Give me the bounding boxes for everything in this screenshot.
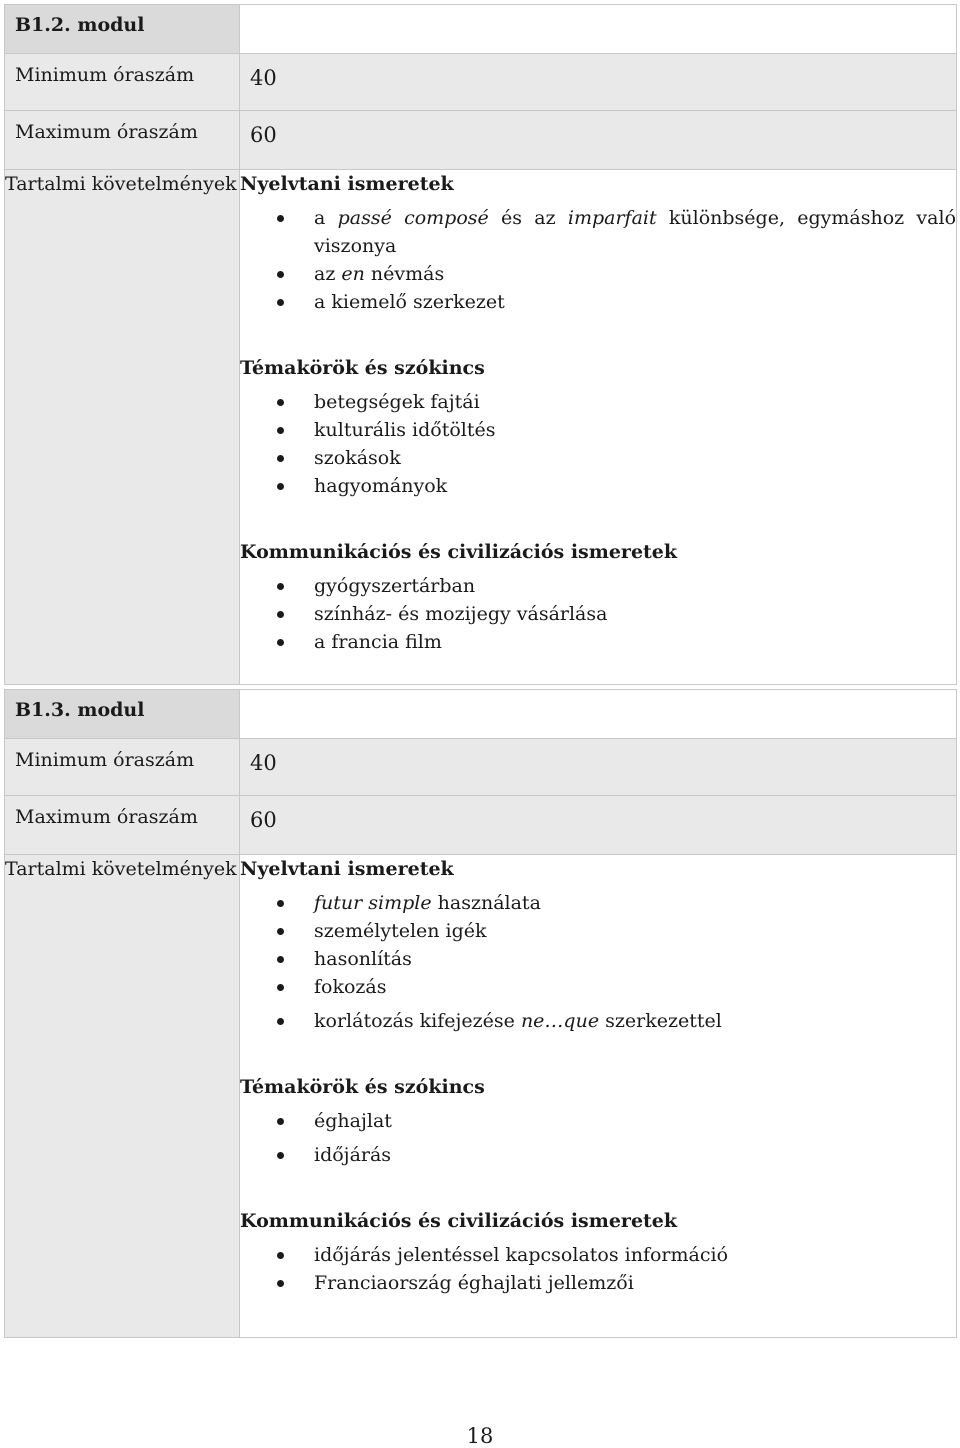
list-item: szokások bbox=[314, 444, 956, 472]
item-text: névmás bbox=[364, 263, 445, 285]
module-title-empty-cell bbox=[240, 5, 957, 54]
max-hours-label: Maximum óraszám bbox=[5, 796, 240, 855]
list-item bbox=[314, 889, 956, 917]
module-table-b1-3 bbox=[4, 689, 957, 1338]
list-item: a francia film bbox=[314, 628, 956, 656]
min-hours-label: Minimum óraszám bbox=[5, 54, 240, 111]
list-item: Franciaország éghajlati jellemzői bbox=[314, 1269, 956, 1297]
grammar-list bbox=[240, 204, 956, 316]
content-requirements bbox=[240, 855, 957, 1338]
module-title-empty-cell bbox=[240, 690, 957, 739]
min-hours-value: 40 bbox=[240, 54, 957, 111]
max-hours-value: 60 bbox=[240, 111, 957, 170]
list-item: időjárás jelentéssel kapcsolatos információ bbox=[314, 1241, 956, 1269]
topics-list bbox=[240, 1107, 956, 1169]
item-text-italic: imparfait bbox=[567, 207, 657, 229]
list-item: időjárás bbox=[314, 1141, 956, 1169]
list-item: személytelen igék bbox=[314, 917, 956, 945]
communication-title: Kommunikációs és civilizációs ismeretek bbox=[240, 541, 678, 563]
item-text: az bbox=[314, 263, 342, 285]
list-item: hasonlítás bbox=[314, 945, 956, 973]
list-item bbox=[314, 260, 956, 288]
min-hours-value: 40 bbox=[240, 739, 957, 796]
grammar-list bbox=[240, 889, 956, 1035]
grammar-title: Nyelvtani ismeretek bbox=[240, 173, 454, 195]
item-text: a bbox=[314, 207, 338, 229]
list-item: éghajlat bbox=[314, 1107, 956, 1135]
grammar-title: Nyelvtani ismeretek bbox=[240, 858, 454, 880]
list-item: kulturális időtöltés bbox=[314, 416, 956, 444]
communication-list bbox=[240, 1241, 956, 1297]
max-hours-value: 60 bbox=[240, 796, 957, 855]
list-item: színház- és mozijegy vásárlása bbox=[314, 600, 956, 628]
item-text-italic: passé composé bbox=[337, 207, 489, 229]
module-title: B1.2. modul bbox=[5, 5, 240, 54]
item-text: korlátozás kifejezése bbox=[314, 1010, 521, 1032]
topics-title: Témakörök és szókincs bbox=[240, 1076, 485, 1098]
list-item bbox=[314, 204, 956, 260]
min-hours-label: Minimum óraszám bbox=[5, 739, 240, 796]
item-text: használata bbox=[431, 892, 541, 914]
list-item bbox=[314, 1007, 956, 1035]
list-item: betegségek fajtái bbox=[314, 388, 956, 416]
topics-title: Témakörök és szókincs bbox=[240, 357, 485, 379]
list-item: hagyományok bbox=[314, 472, 956, 500]
list-item: gyógyszertárban bbox=[314, 572, 956, 600]
list-item: fokozás bbox=[314, 973, 956, 1001]
item-text: és az bbox=[488, 207, 568, 229]
content-requirements bbox=[240, 170, 957, 685]
item-text-italic: ne…que bbox=[520, 1010, 600, 1032]
item-text-italic: en bbox=[341, 263, 365, 285]
topics-list bbox=[240, 388, 956, 500]
list-item: a kiemelő szerkezet bbox=[314, 288, 956, 316]
content-requirements-label: Tartalmi követelmények bbox=[5, 170, 240, 685]
max-hours-label: Maximum óraszám bbox=[5, 111, 240, 170]
communication-title: Kommunikációs és civilizációs ismeretek bbox=[240, 1210, 678, 1232]
page-number: 18 bbox=[466, 1424, 494, 1448]
content-requirements-label: Tartalmi követelmények bbox=[5, 855, 240, 1338]
module-table-b1-2 bbox=[4, 4, 957, 685]
communication-list bbox=[240, 572, 956, 656]
item-text: szerkezettel bbox=[599, 1010, 722, 1032]
item-text: különbsége, egymáshoz való viszonya bbox=[314, 207, 957, 257]
module-title: B1.3. modul bbox=[5, 690, 240, 739]
item-text-italic: futur simple bbox=[314, 892, 432, 914]
